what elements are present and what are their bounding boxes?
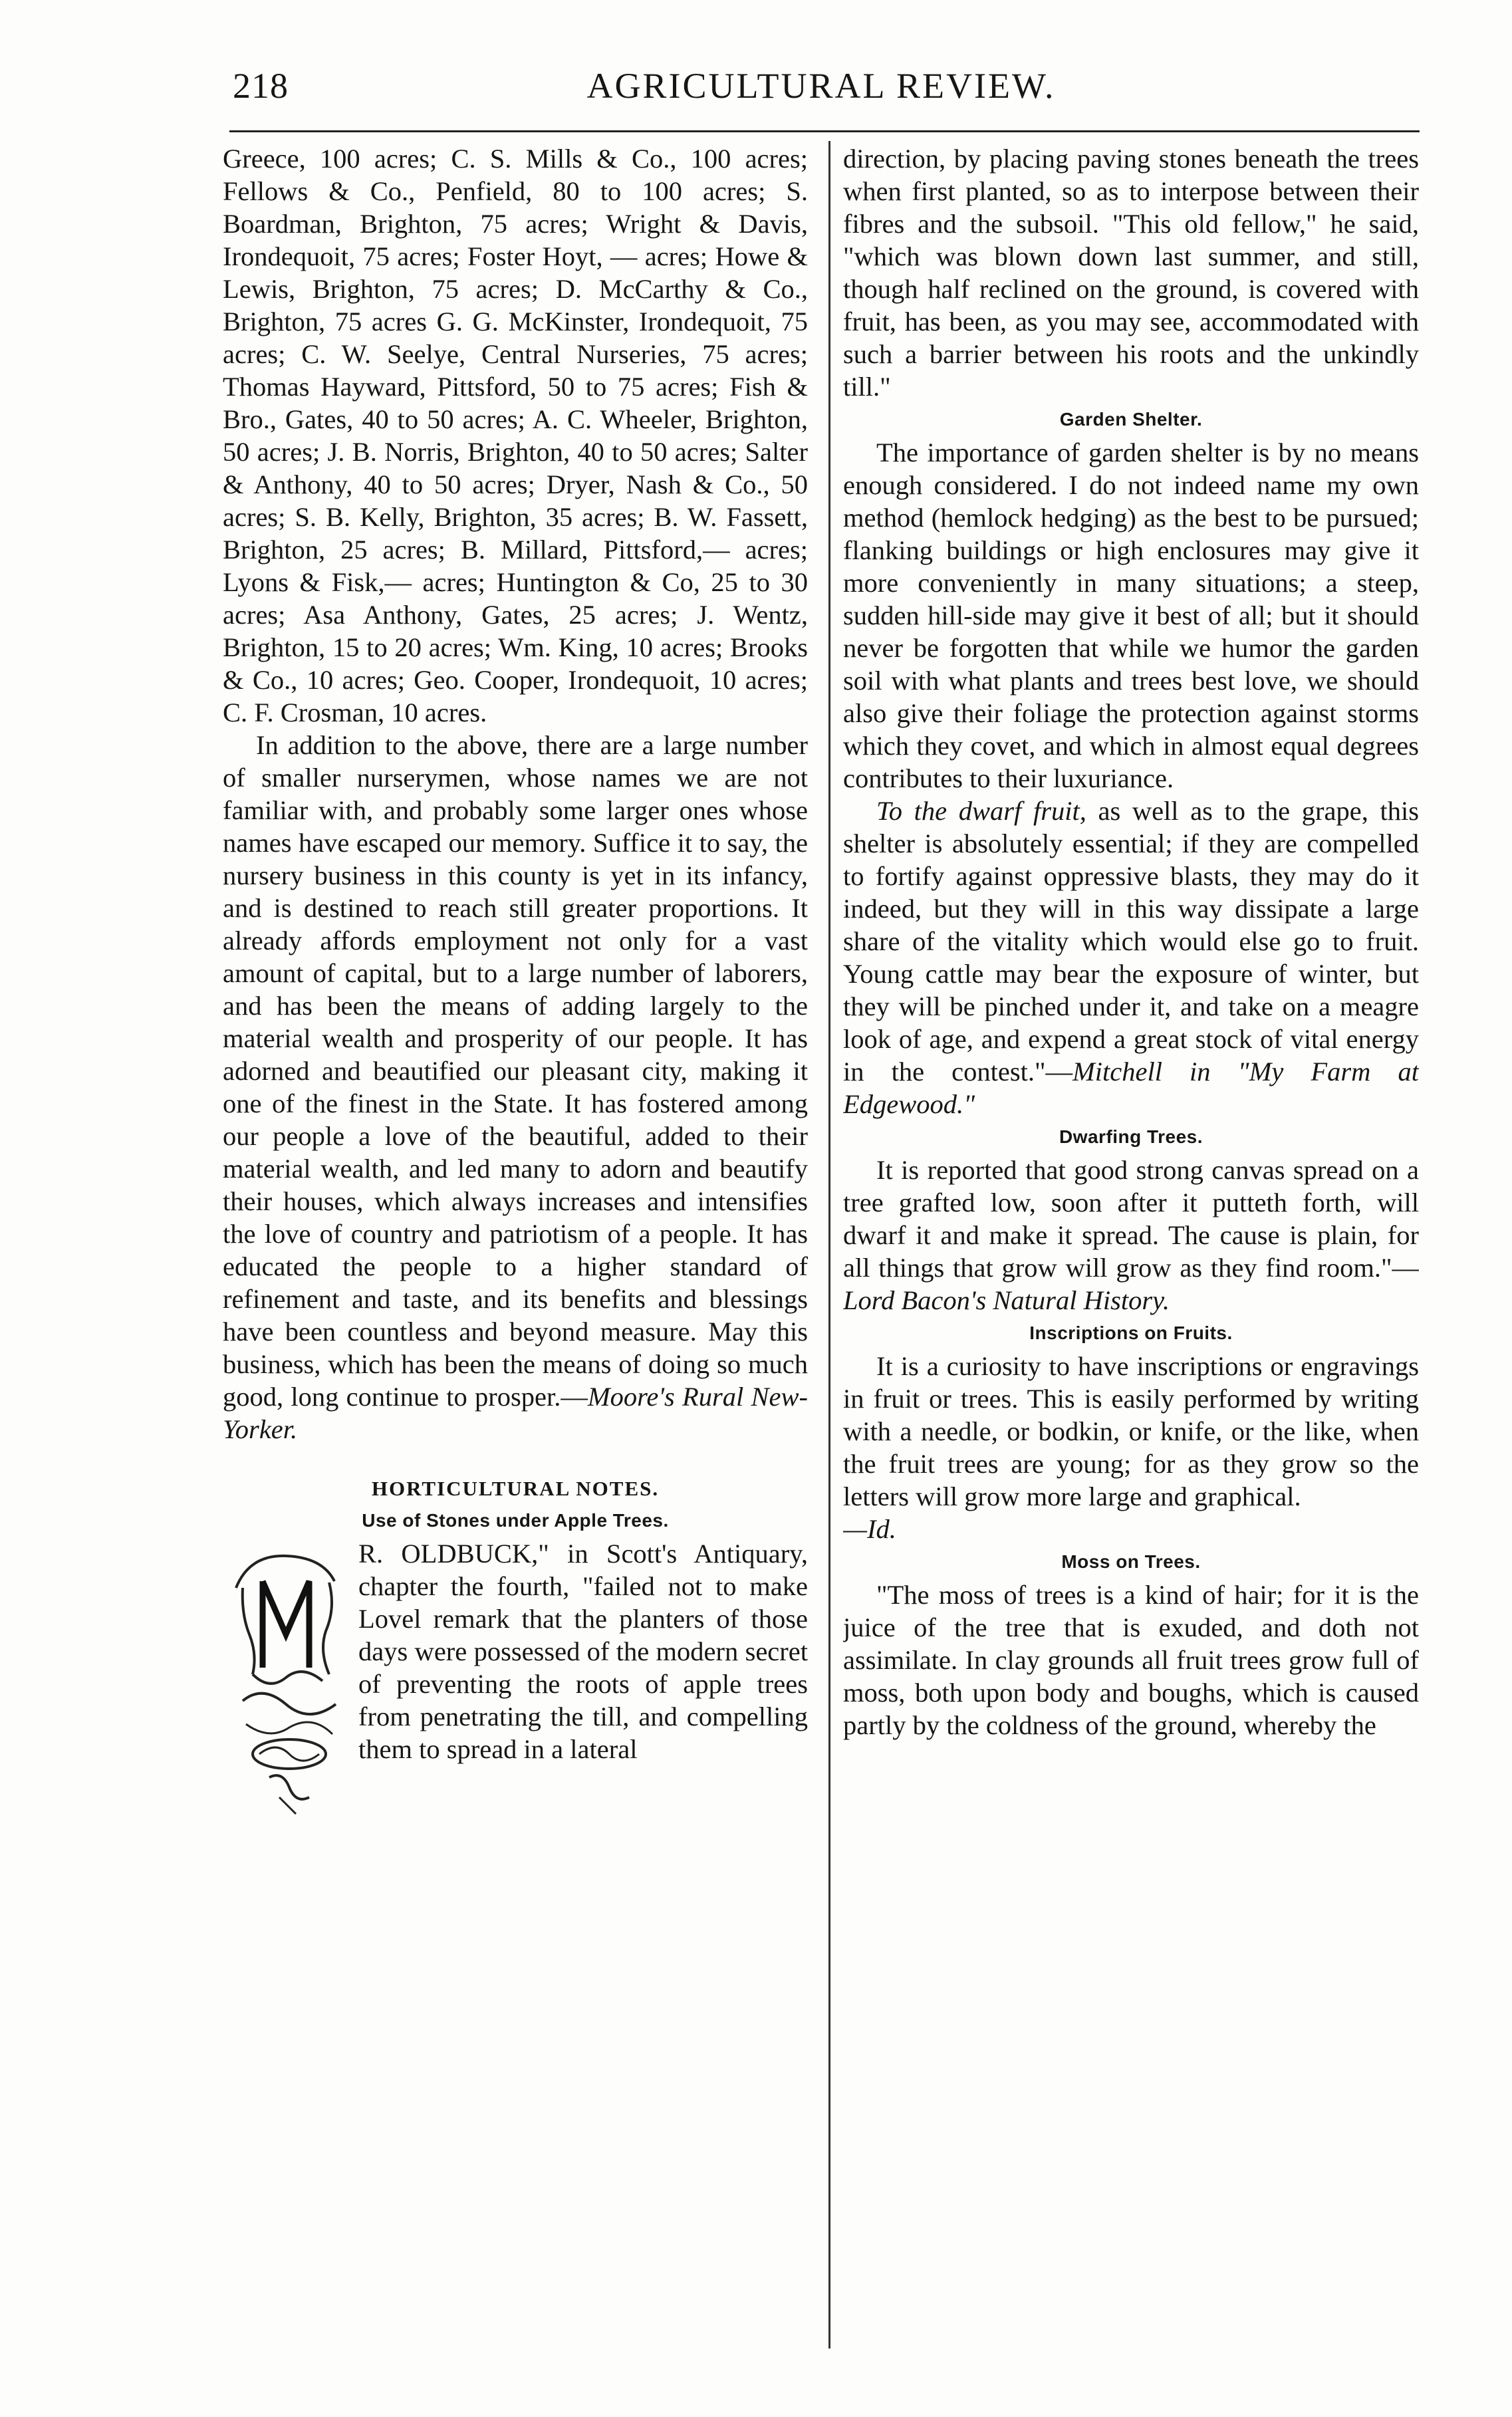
dwarfing-trees-paragraph <box>843 1154 1419 1317</box>
running-title: AGRICULTURAL REVIEW. <box>586 66 1056 106</box>
nursery-business-paragraph <box>223 729 808 1446</box>
stones-under-apple-trees-heading: Use of Stones under Apple Trees. <box>362 1510 669 1531</box>
column-divider <box>828 141 830 2349</box>
stones-article <box>223 1537 808 1765</box>
inscriptions-attribution: —Id. <box>843 1514 896 1544</box>
dwarf-fruit-lead: To the dwarf fruit, <box>876 796 1086 826</box>
garden-shelter-paragraph-1: The importance of garden shelter is by no means enough considered. I do not indeed name my own method (hemlock hedging) as the best to be pursued; flanking buildings or high enclosures may give it more conveniently in many situations; a steep, sudden hill-side may give it best of all; but it should never be forgotten that while we humor the garden soil with what plants and trees best love, we should also give their foliage the protection against storms which they covet, and which in almost equal degrees contributes to their luxuriance. <box>843 438 1419 793</box>
stones-continued-paragraph: direction, by placing paving stones beneath the trees when first planted, so as to interpose between their fibres and the subsoil. "This old fellow," he said, "which was blown down last summer, and still, though half reclined on the ground, is covered with fruit, has been, as you may see, accommodated with such a barrier between his roots and the unkindly till." <box>843 144 1419 402</box>
garden-shelter-paragraph-2 <box>843 795 1419 1120</box>
horticultural-notes-heading: HORTICULTURAL NOTES. <box>371 1477 660 1500</box>
page-number: 218 <box>233 66 289 106</box>
nursery-business-attribution: Moore's Rural New-Yorker. <box>223 1382 808 1444</box>
header-rule <box>229 130 1420 132</box>
right-column <box>843 142 1419 2356</box>
ornamental-drop-cap-icon <box>223 1541 349 1821</box>
left-column <box>223 142 808 2356</box>
nursery-business-text: In addition to the above, there are a large number of smaller nurserymen, whose names we are not familiar with, and probably some larger ones whose names have escaped our memory. Suffice it to say, the nursery business in this county is yet in its infancy, and is destined to reach still greater proportions. It already affords employment not only for a vast amount of capital, but to a large number of laborers, and has been the means of adding largely to the material wealth and prosperity of our people. It has adorned and beautified our pleasant city, making it one of the finest in the State. It has fostered among our people a love of the beautiful, added to their material wealth, and led many to adorn and beautify their houses, which always increases and intensifies the love of country and patriotism of a people. It has educated the people to a higher standard of refinement and taste, and its benefits and blessings have been countless and beyond measure. May this business, which has been the means of doing so much good, long continue to prosper.— <box>223 730 808 1412</box>
moss-on-trees-heading: Moss on Trees. <box>1061 1551 1201 1572</box>
dwarfing-trees-heading: Dwarfing Trees. <box>1059 1126 1203 1147</box>
page-header <box>233 65 1410 132</box>
dwarfing-trees-attribution: Lord Bacon's Natural History. <box>843 1285 1170 1315</box>
inscriptions-on-fruits-heading: Inscriptions on Fruits. <box>1029 1323 1233 1343</box>
garden-shelter-attribution: Mitchell in "My Farm at Edgewood." <box>843 1057 1419 1119</box>
stones-paragraph: R. OLDBUCK," in Scott's Antiquary, chapter the fourth, "failed not to make Lovel remark that the planters of those days were possessed of the modern secret of preventing the roots of apple trees from penetrating the till, and compelling them to spread in a lateral <box>358 1539 808 1764</box>
garden-shelter-text-2: as well as to the grape, this shelter is absolutely essential; if they are compelled to fortify against oppressive blasts, they may do it indeed, but they will in this way dissipate a large share of the vitality which would else go to fruit. Young cattle may bear the exposure of winter, but they will be pinched under it, and take on a meagre look of age, and expend a great stock of vital energy in the contest."— <box>843 796 1419 1086</box>
nursery-list-paragraph: Greece, 100 acres; C. S. Mills & Co., 100 acres; Fellows & Co., Penfield, 80 to 100 acres; S. Boardman, Brighton, 75 acres; Wright & Davis, Irondequoit, 75 acres; Foster Hoyt, — acres; Howe & Lewis, Brighton, 75 acres; D. McCarthy & Co., Brighton, 75 acres G. G. McKinster, Irondequoit, 75 acres; C. W. Seelye, Central Nurseries, 75 acres; Thomas Hayward, Pittsford, 50 to 75 acres; Fish & Bro., Gates, 40 to 50 acres; A. C. Wheeler, Brighton, 50 acres; J. B. Norris, Brighton, 40 to 50 acres; Salter & Anthony, 40 to 50 acres; Dryer, Nash & Co., 50 acres; S. B. Kelly, Brighton, 35 acres; B. W. Fassett, Brighton, 25 acres; B. Millard, Pittsford,— acres; Lyons & Fisk,— acres; Huntington & Co, 25 to 30 acres; Asa Anthony, Gates, 25 acres; J. Wentz, Brighton, 15 to 20 acres; Wm. King, 10 acres; Brooks & Co., 10 acres; Geo. Cooper, Irondequoit, 10 acres; C. F. Crosman, 10 acres. <box>223 144 808 727</box>
garden-shelter-heading: Garden Shelter. <box>1059 409 1203 430</box>
moss-on-trees-paragraph: "The moss of trees is a kind of hair; for it is the juice of the tree that is exuded, and doth not assimilate. In clay grounds all fruit trees grow full of moss, both upon body and boughs, which is caused partly by the coldness of the ground, whereby the <box>843 1580 1419 1740</box>
inscriptions-paragraph <box>843 1350 1419 1545</box>
inscriptions-text: It is a curiosity to have inscriptions or engravings in fruit or trees. This is easily performed by writing with a needle, or bodkin, or knife, or the like, when the fruit trees are young; for as they grow so the letters will grow more large and graphical. <box>843 1351 1419 1511</box>
dwarfing-trees-text: It is reported that good strong canvas spread on a tree grafted low, soon after it putteth forth, will dwarf it and make it spread. The cause is plain, for all things that grow will grow as they find room."— <box>843 1155 1419 1283</box>
